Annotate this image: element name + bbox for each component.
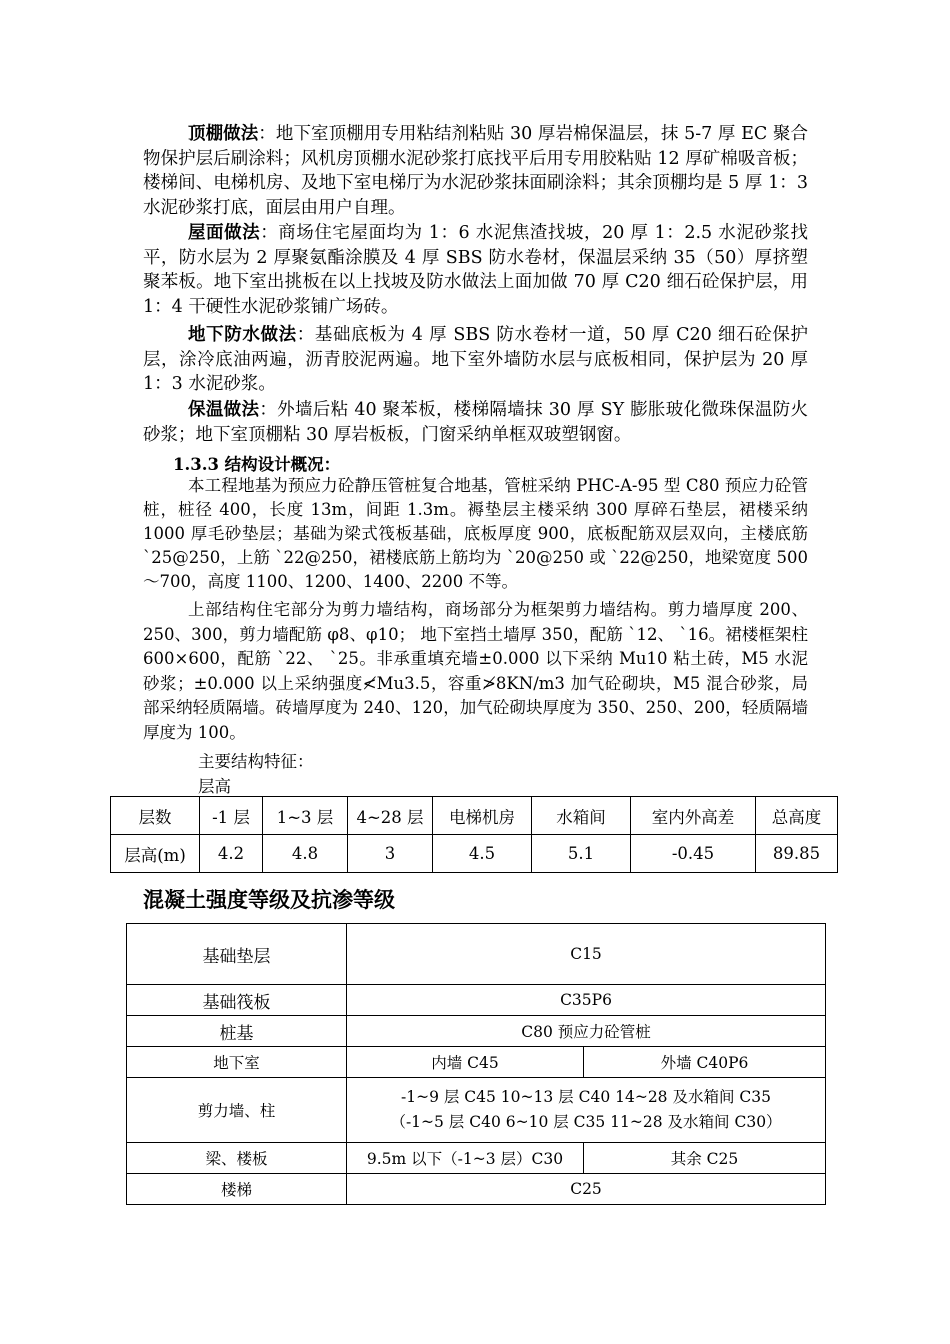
header-cell: 1~3 层 (263, 797, 348, 835)
superstructure-paragraph: 上部结构住宅部分为剪力墙结构，商场部分为框架剪力墙结构。剪力墙厚度 200、250、300，剪力墙配筋 φ8、φ10； 地下室挡土墙厚 350，配筋 `12、 `16。裙楼框架柱 600×600，配筋 `22、 `25。非承重填充墙±0.000 以下采纳 Mu10 粘土砖，M5 水泥砂浆；±0.000 以上采纳强度≮Mu3.5，容重≯8KN/m3 加气砼砌块，M5 混合砂浆，局部采纳轻质隔墙。砖墙厚度为 240、120，加气砼砌块厚度为 350、250、200，轻质隔墙厚度为 100。 (143, 600, 808, 742)
value-cell: C80 预应力砼管桩 (347, 1016, 826, 1047)
cell: 层高(m) (111, 835, 200, 873)
table-row (127, 1078, 826, 1143)
header-cell: 4~28 层 (348, 797, 433, 835)
insulation-text: ：外墙后粘 40 聚苯板，楼梯隔墙抹 30 厚 SY 膨胀玻化微珠保温防火砂浆；地下室顶棚粘 30 厚岩板板，门窗采纳单框双玻塑钢窗。 (143, 400, 809, 445)
table-row (127, 985, 826, 1016)
roof-text: ：商场住宅屋面均为 1：6 水泥焦渣找坡，20 厚 1：2.5 水泥砂浆找平，防水层为 2 厚聚氨酯涂膜及 4 厚 SBS 防水卷材，保温层采纳 35（50）厚挤塑聚苯板。地下室出挑板在以上找坡及防水做法上面加做 70 厚 C20 细石砼保护层，用 1：4 干硬性水泥砂浆铺广场砖。 (143, 223, 808, 317)
table-row (127, 924, 826, 985)
value-cell: 其余 C25 (584, 1143, 826, 1174)
header-cell: -1 层 (200, 797, 263, 835)
floor-height-table (110, 796, 838, 873)
label-cell: 楼梯 (127, 1174, 347, 1205)
waterproof-text: ：基础底板为 4 厚 SBS 防水卷材一道，50 厚 C20 细石砼保护层，涂冷底油两遍，沥青胶泥两遍。地下室外墙防水层与底板相同，保护层为 20 厚 1：3 水泥砂浆。 (143, 325, 808, 394)
header-cell: 室内外高差 (631, 797, 756, 835)
cell: 4.5 (433, 835, 532, 873)
value-line: （-1~5 层 C40 6~10 层 C35 11~28 及水箱间 C30） (390, 1113, 782, 1131)
cell: 89.85 (756, 835, 838, 873)
cell: -0.45 (631, 835, 756, 873)
header-cell: 层数 (111, 797, 200, 835)
roof-title: 屋面做法 (188, 223, 261, 243)
cell: 3 (348, 835, 433, 873)
waterproof-title: 地下防水做法 (188, 325, 297, 345)
waterproof-paragraph (143, 323, 808, 397)
table-row (111, 797, 838, 835)
value-cell: 内墙 C45 (347, 1047, 584, 1078)
value-cell: 9.5m 以下（-1~3 层）C30 (347, 1143, 584, 1174)
table-row (111, 835, 838, 873)
cell: 5.1 (532, 835, 631, 873)
header-cell: 总高度 (756, 797, 838, 835)
insulation-paragraph (143, 398, 808, 447)
table-row (127, 1143, 826, 1174)
label-cell: 地下室 (127, 1047, 347, 1078)
value-cell: C15 (347, 924, 826, 985)
main-features-label: 主要结构特征： (198, 752, 314, 771)
cell: 4.8 (263, 835, 348, 873)
value-cell: C25 (347, 1174, 826, 1205)
label-cell: 桩基 (127, 1016, 347, 1047)
table-row (127, 1174, 826, 1205)
floor-height-label: 层高 (198, 777, 231, 796)
table-row (127, 1016, 826, 1047)
table-row (127, 1047, 826, 1078)
cell: 4.2 (200, 835, 263, 873)
label-cell: 基础筏板 (127, 985, 347, 1016)
roof-paragraph (143, 221, 808, 319)
foundation-paragraph: 本工程地基为预应力砼静压管桩复合地基，管桩采纳 PHC-A-95 型 C80 预应力砼管桩，桩径 400，长度 13m，间距 1.3m。褥垫层主楼采纳 300 厚碎石垫层，裙楼采纳 1000 厚毛砂垫层；基础为梁式筏板基础，底板厚度 900，底板配筋双层双向，主楼底筋 `25@250，上筋 `22@250，裙楼底筋上筋均为 `20@250 或 `22@250，地梁宽度 500～700，高度 1100、1200、1400、2200 不等。 (143, 476, 808, 591)
value-cell: C35P6 (347, 985, 826, 1016)
ceiling-paragraph (143, 122, 808, 220)
value-cell: 外墙 C40P6 (584, 1047, 826, 1078)
concrete-grade-table (126, 923, 826, 1205)
value-cell (347, 1078, 826, 1143)
value-line: -1~9 层 C45 10~13 层 C40 14~28 及水箱间 C35 (401, 1088, 771, 1106)
label-cell: 基础垫层 (127, 924, 347, 985)
insulation-title: 保温做法 (188, 400, 260, 420)
concrete-heading: 混凝土强度等级及抗渗等级 (143, 888, 395, 912)
ceiling-text: ：地下室顶棚用专用粘结剂粘贴 30 厚岩棉保温层，抹 5-7 厚 EC 聚合物保护层后刷涂料；风机房顶棚水泥砂浆打底找平后用专用胶粘贴 12 厚矿棉吸音板；楼梯间、电梯机房、及地下室电梯厅为水泥砂浆抹面刷涂料；其余顶棚均是 5 厚 1：3 水泥砂浆打底，面层由用户自理。 (143, 124, 808, 218)
ceiling-title: 顶棚做法 (188, 124, 259, 144)
label-cell: 梁、楼板 (127, 1143, 347, 1174)
label-cell: 剪力墙、柱 (127, 1078, 347, 1143)
header-cell: 水箱间 (532, 797, 631, 835)
header-cell: 电梯机房 (433, 797, 532, 835)
section-heading: 1.3.3 结构设计概况： (173, 455, 341, 474)
